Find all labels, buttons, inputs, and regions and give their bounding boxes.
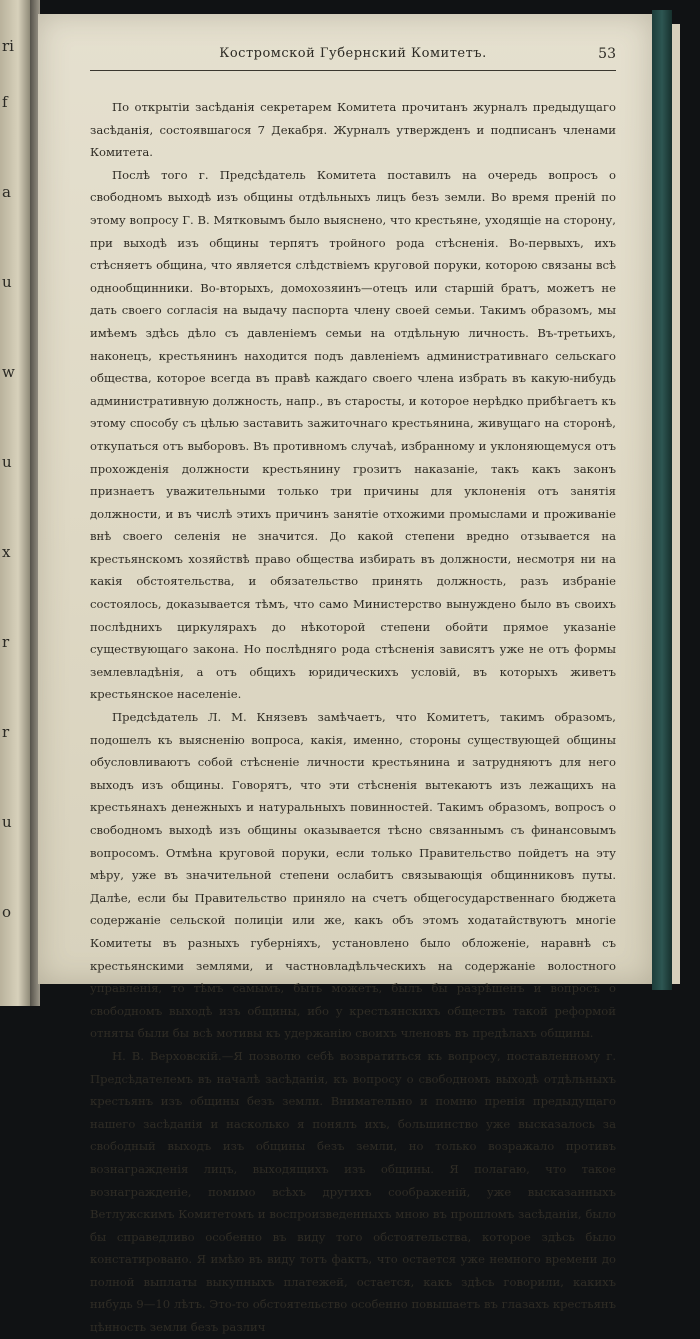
left-page-fragment: x bbox=[2, 543, 11, 561]
body-text bbox=[90, 96, 616, 1339]
left-page-fragment: r bbox=[2, 723, 10, 741]
paragraph: Послѣ того г. Предсѣдатель Комитета поставилъ на очередь вопросъ о свободномъ выходѣ изъ общины отдѣльныхъ лицъ безъ земли. Во время преній по этому вопросу Г. В. Мятковымъ было выяснено, что крестьяне, уходящіе на сторону, при выходѣ изъ общины терпятъ тройного рода стѣсненія. Во-первыхъ, ихъ стѣсняетъ община, что является слѣдствіемъ круговой поруки, которою связаны всѣ однообщинники. Во-вторыхъ, домохозяинъ—отецъ или старшій братъ, можетъ не дать своего согласія на выдачу паспорта члену своей семьи. Такимъ образомъ, мы имѣемъ здѣсь дѣло съ давленіемъ семьи на отдѣльную личность. Въ-третьихъ, наконецъ, крестьянинъ находится подъ давленіемъ административнаго сельскаго общества, которое всегда въ правѣ каждаго своего члена избрать въ какую-нибудь административную должность, напр., въ старосты, и которое нерѣдко прибѣгаетъ къ этому способу съ цѣлью заставить зажиточнаго крестьянина, живущаго на сторонѣ, откупаться отъ выборовъ. Въ противномъ случаѣ, избранному и уклоняющемуся отъ прохожденія должности крестьянину грозитъ наказаніе, такъ какъ законъ признаетъ уважительными только три причины для уклоненія отъ занятія должности, и въ числѣ этихъ причинъ занятіе отхожими промыслами и проживаніе внѣ своего селенія не значится. До какой степени вредно отзывается на крестьянскомъ хозяйствѣ право общества избирать въ должности, несмотря ни на какія обстоятельства, и обязательство принять должность, разъ избраніе состоялось, доказывается тѣмъ, что само Министерство вынуждено было въ своихъ послѣднихъ циркулярахъ до нѣкоторой степени обойти прямое указаніе существующаго закона. Но послѣдняго рода стѣсненія зависятъ уже не отъ формы землевладѣнія, а отъ общихъ юридическихъ условій, въ которыхъ живетъ крестьянское населеніе. bbox=[90, 167, 616, 702]
book-cover-edge bbox=[652, 10, 672, 990]
left-page-fragment: u bbox=[2, 453, 12, 471]
running-head: Костромской Губернский Комитетъ. bbox=[219, 46, 487, 61]
book-page bbox=[38, 14, 652, 1335]
left-page-fragment: u bbox=[2, 813, 12, 831]
left-page-edge bbox=[0, 0, 30, 1006]
left-page-fragment: r bbox=[2, 633, 10, 651]
page-header bbox=[90, 44, 616, 71]
page-number: 53 bbox=[598, 46, 616, 62]
paragraph: Предсѣдатель Л. М. Князевъ замѣчаетъ, что Комитетъ, такимъ образомъ, подошелъ къ выясненію вопроса, какія, именно, стороны существующей общины обусловливаютъ собой стѣсненіе личности крестьянина и затрудняютъ для него выходъ изъ общины. Говорятъ, что эти стѣсненія вытекаютъ изъ лежащихъ на крестьянахъ денежныхъ и натуральныхъ повинностей. Такимъ образомъ, вопросъ о свободномъ выходѣ изъ общины оказывается тѣсно связаннымъ съ финансовымъ вопросомъ. Отмѣна круговой поруки, если только Правительство пойдетъ на эту мѣру, уже въ значительной степени ослабитъ связывающія общинниковъ путы. Далѣе, если бы Правительство приняло на счетъ общегосударственнаго бюджета содержаніе сельской полиціи или же, какъ объ этомъ ходатайствуютъ многіе Комитеты въ разныхъ губерніяхъ, установлено было обложеніе, наравнѣ съ крестьянскими землями, и частновладѣльческихъ на содержаніе волостного управленія, то тѣмъ самымъ, быть можетъ, былъ бы разрѣшенъ и вопросъ о свободномъ выходѣ изъ общины, ибо у крестьянскихъ обществъ такой реформой отняты были бы всѣ мотивы къ удержанію своихъ членовъ въ предѣлахъ общины. bbox=[90, 710, 616, 1041]
left-page-fragment: ri bbox=[2, 37, 14, 55]
paragraph: По открытіи засѣданія секретарем Комитета прочитанъ журналъ предыдущаго засѣданія, состоявшагося 7 Декабря. Журналъ утвержденъ и подписанъ членами Комитета. bbox=[90, 100, 616, 160]
left-page-fragment: a bbox=[2, 183, 11, 201]
page-stack-edge bbox=[672, 24, 680, 984]
paragraph: Н. В. Верховскій.—Я позволю себѣ возвратиться къ вопросу, поставленному г. Предсѣдателемъ въ началѣ засѣданія, къ вопросу о свободномъ выходѣ отдѣльныхъ крестьянъ изъ общины безъ земли. Внимательно и помню пренія предыдущаго нашего засѣданія и насколько я понялъ ихъ, большинство уже высказалось за свободный выходъ изъ общины безъ земли, но только возражало противъ вознагражденія лицъ, выходящихъ изъ общины. Я полагаю, что такое вознагражденіе, помимо всѣхъ другихъ соображеній, уже высказанныхъ Ветлужскимъ Комитетомъ и воспроизведенныхъ мною въ прошломъ засѣданіи, было бы справедливо особенно въ виду того обстоятельства, которое здѣсь было констатировано. Я имѣю въ виду тотъ фактъ, что остается уже немного времени до полной выплаты выкупныхъ платежей, остается, какъ здѣсь говорили, какихъ нибудь 9—10 лѣтъ. Это-то обстоятельство особенно повышаетъ въ глазахъ крестьянъ цѣнность земли безъ различ bbox=[90, 1048, 616, 1335]
left-page-fragment: w bbox=[2, 363, 15, 381]
left-page-fragment: u bbox=[2, 273, 12, 291]
left-page-fragment: f bbox=[2, 93, 8, 111]
left-page-fragment: o bbox=[2, 903, 12, 921]
